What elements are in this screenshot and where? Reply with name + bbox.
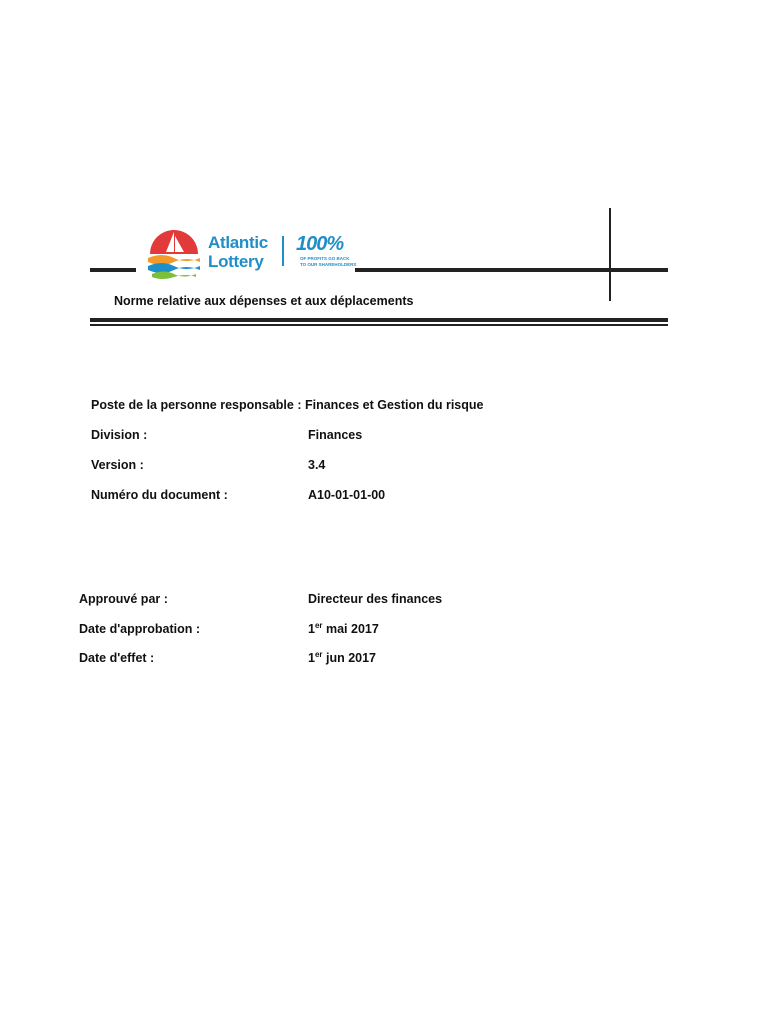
approval-date-ordinal: er <box>314 621 323 630</box>
header-top-rule-right <box>355 268 668 272</box>
logo-brand-line2: Lottery <box>208 252 264 271</box>
approval-date-value <box>308 622 379 638</box>
approval-date-day: 1 <box>308 622 315 636</box>
approval-date-label: Date d'approbation : <box>79 622 201 636</box>
logo-emblem-icon <box>144 226 204 280</box>
header-vertical-rule <box>609 208 611 301</box>
version-value: 3.4 <box>308 458 326 472</box>
header-bottom-rule-thin <box>90 324 668 326</box>
logo-badge-line2: TO OUR SHAREHOLDERS <box>300 262 357 267</box>
atlantic-lottery-logo <box>144 226 356 278</box>
approved-by-value: Directeur des finances <box>308 592 443 606</box>
document-title: Norme relative aux dépenses et aux déplacements <box>114 294 414 308</box>
document-number-value: A10-01-01-00 <box>308 488 386 502</box>
logo-brand-line1: Atlantic <box>208 233 268 252</box>
effective-date-month-year: jun 2017 <box>322 651 377 665</box>
document-number-label: Numéro du document : <box>91 488 228 502</box>
division-value: Finances <box>308 428 363 442</box>
logo-divider <box>282 236 284 266</box>
version-label: Version : <box>91 458 144 472</box>
effective-date-value <box>308 651 376 667</box>
logo-badge-line1: OF PROFITS GO BACK <box>300 256 350 261</box>
division-label: Division : <box>91 428 148 442</box>
responsible-label-text: Poste de la personne responsable : <box>91 398 302 412</box>
effective-date-ordinal: er <box>314 650 323 659</box>
responsible-value: Finances et Gestion du risque <box>304 398 484 412</box>
logo-badge-percent: 100% <box>296 233 344 255</box>
responsible-label <box>91 398 483 413</box>
header-bottom-rule-thick <box>90 318 668 322</box>
header-top-rule-left <box>90 268 136 272</box>
approved-by-label: Approuvé par : <box>79 592 168 606</box>
effective-date-label: Date d'effet : <box>79 651 155 665</box>
effective-date-day: 1 <box>308 651 315 665</box>
approval-date-month-year: mai 2017 <box>322 622 379 636</box>
